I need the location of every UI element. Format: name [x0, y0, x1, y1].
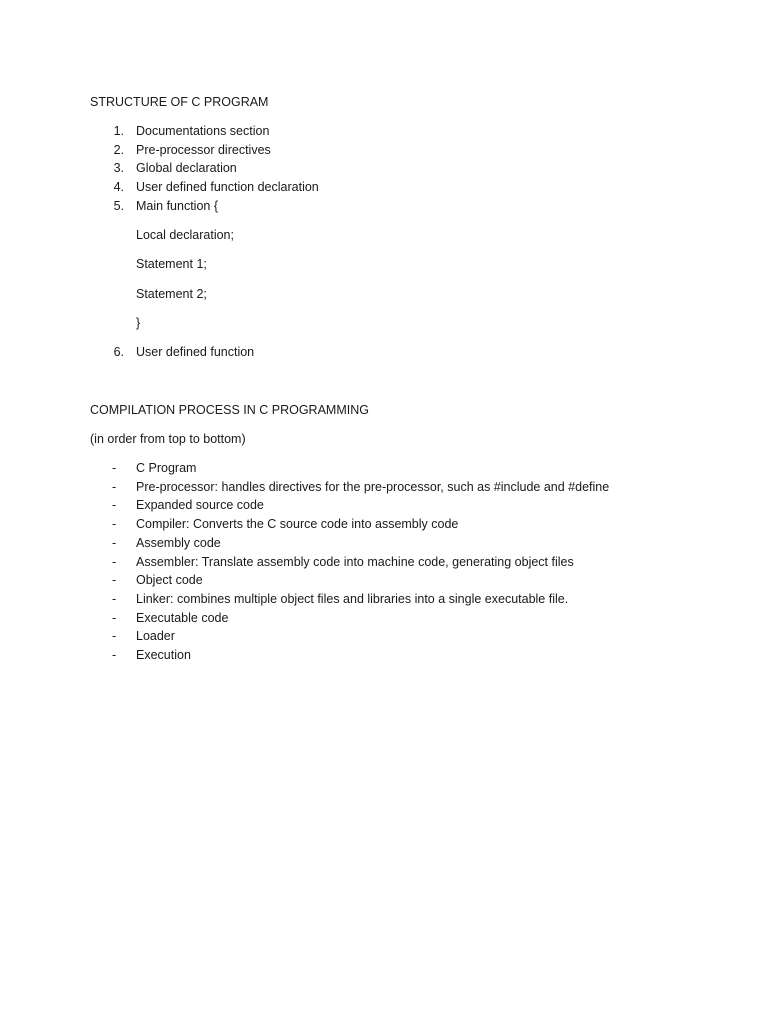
list-number: 1.: [113, 124, 124, 138]
list-text: Main function {: [136, 199, 218, 213]
list-number: 2.: [113, 143, 124, 157]
list-number: 4.: [113, 180, 124, 194]
list-text: Assembler: Translate assembly code into machine code, generating object files: [136, 555, 574, 569]
list-number: 6.: [113, 345, 124, 359]
list-text: Linker: combines multiple object files and libraries into a single executable file.: [136, 592, 569, 606]
list-text: Pre-processor directives: [136, 143, 271, 157]
main-body-line: Statement 2;: [136, 287, 207, 301]
bullet-dash: -: [112, 536, 117, 550]
list-text: Pre-processor: handles directives for the pre-processor, such as #include and #define: [136, 480, 610, 494]
list-text: Compiler: Converts the C source code into assembly code: [136, 517, 459, 531]
bullet-dash: -: [112, 461, 117, 475]
section-heading-compilation: COMPILATION PROCESS IN C PROGRAMMING: [90, 403, 369, 417]
list-number: 3.: [113, 161, 124, 175]
bullet-dash: -: [112, 629, 117, 643]
list-text: C Program: [136, 461, 197, 475]
list-text: Assembly code: [136, 536, 221, 550]
list-text: User defined function declaration: [136, 180, 319, 194]
section-subheading: (in order from top to bottom): [90, 432, 246, 446]
list-text: User defined function: [136, 345, 255, 359]
section-heading-structure: STRUCTURE OF C PROGRAM: [90, 95, 269, 109]
bullet-dash: -: [112, 611, 117, 625]
main-body-line: }: [136, 316, 141, 330]
bullet-dash: -: [112, 573, 117, 587]
main-body-line: Statement 1;: [136, 257, 207, 271]
list-text: Execution: [136, 648, 191, 662]
bullet-dash: -: [112, 592, 117, 606]
bullet-dash: -: [112, 480, 117, 494]
list-text: Expanded source code: [136, 498, 264, 512]
list-number: 5.: [113, 199, 124, 213]
list-text: Executable code: [136, 611, 229, 625]
bullet-dash: -: [112, 498, 117, 512]
list-text: Object code: [136, 573, 203, 587]
main-body-line: Local declaration;: [136, 228, 234, 242]
list-text: Documentations section: [136, 124, 270, 138]
bullet-dash: -: [112, 555, 117, 569]
bullet-dash: -: [112, 648, 117, 662]
list-text: Global declaration: [136, 161, 237, 175]
list-text: Loader: [136, 629, 175, 643]
bullet-dash: -: [112, 517, 117, 531]
